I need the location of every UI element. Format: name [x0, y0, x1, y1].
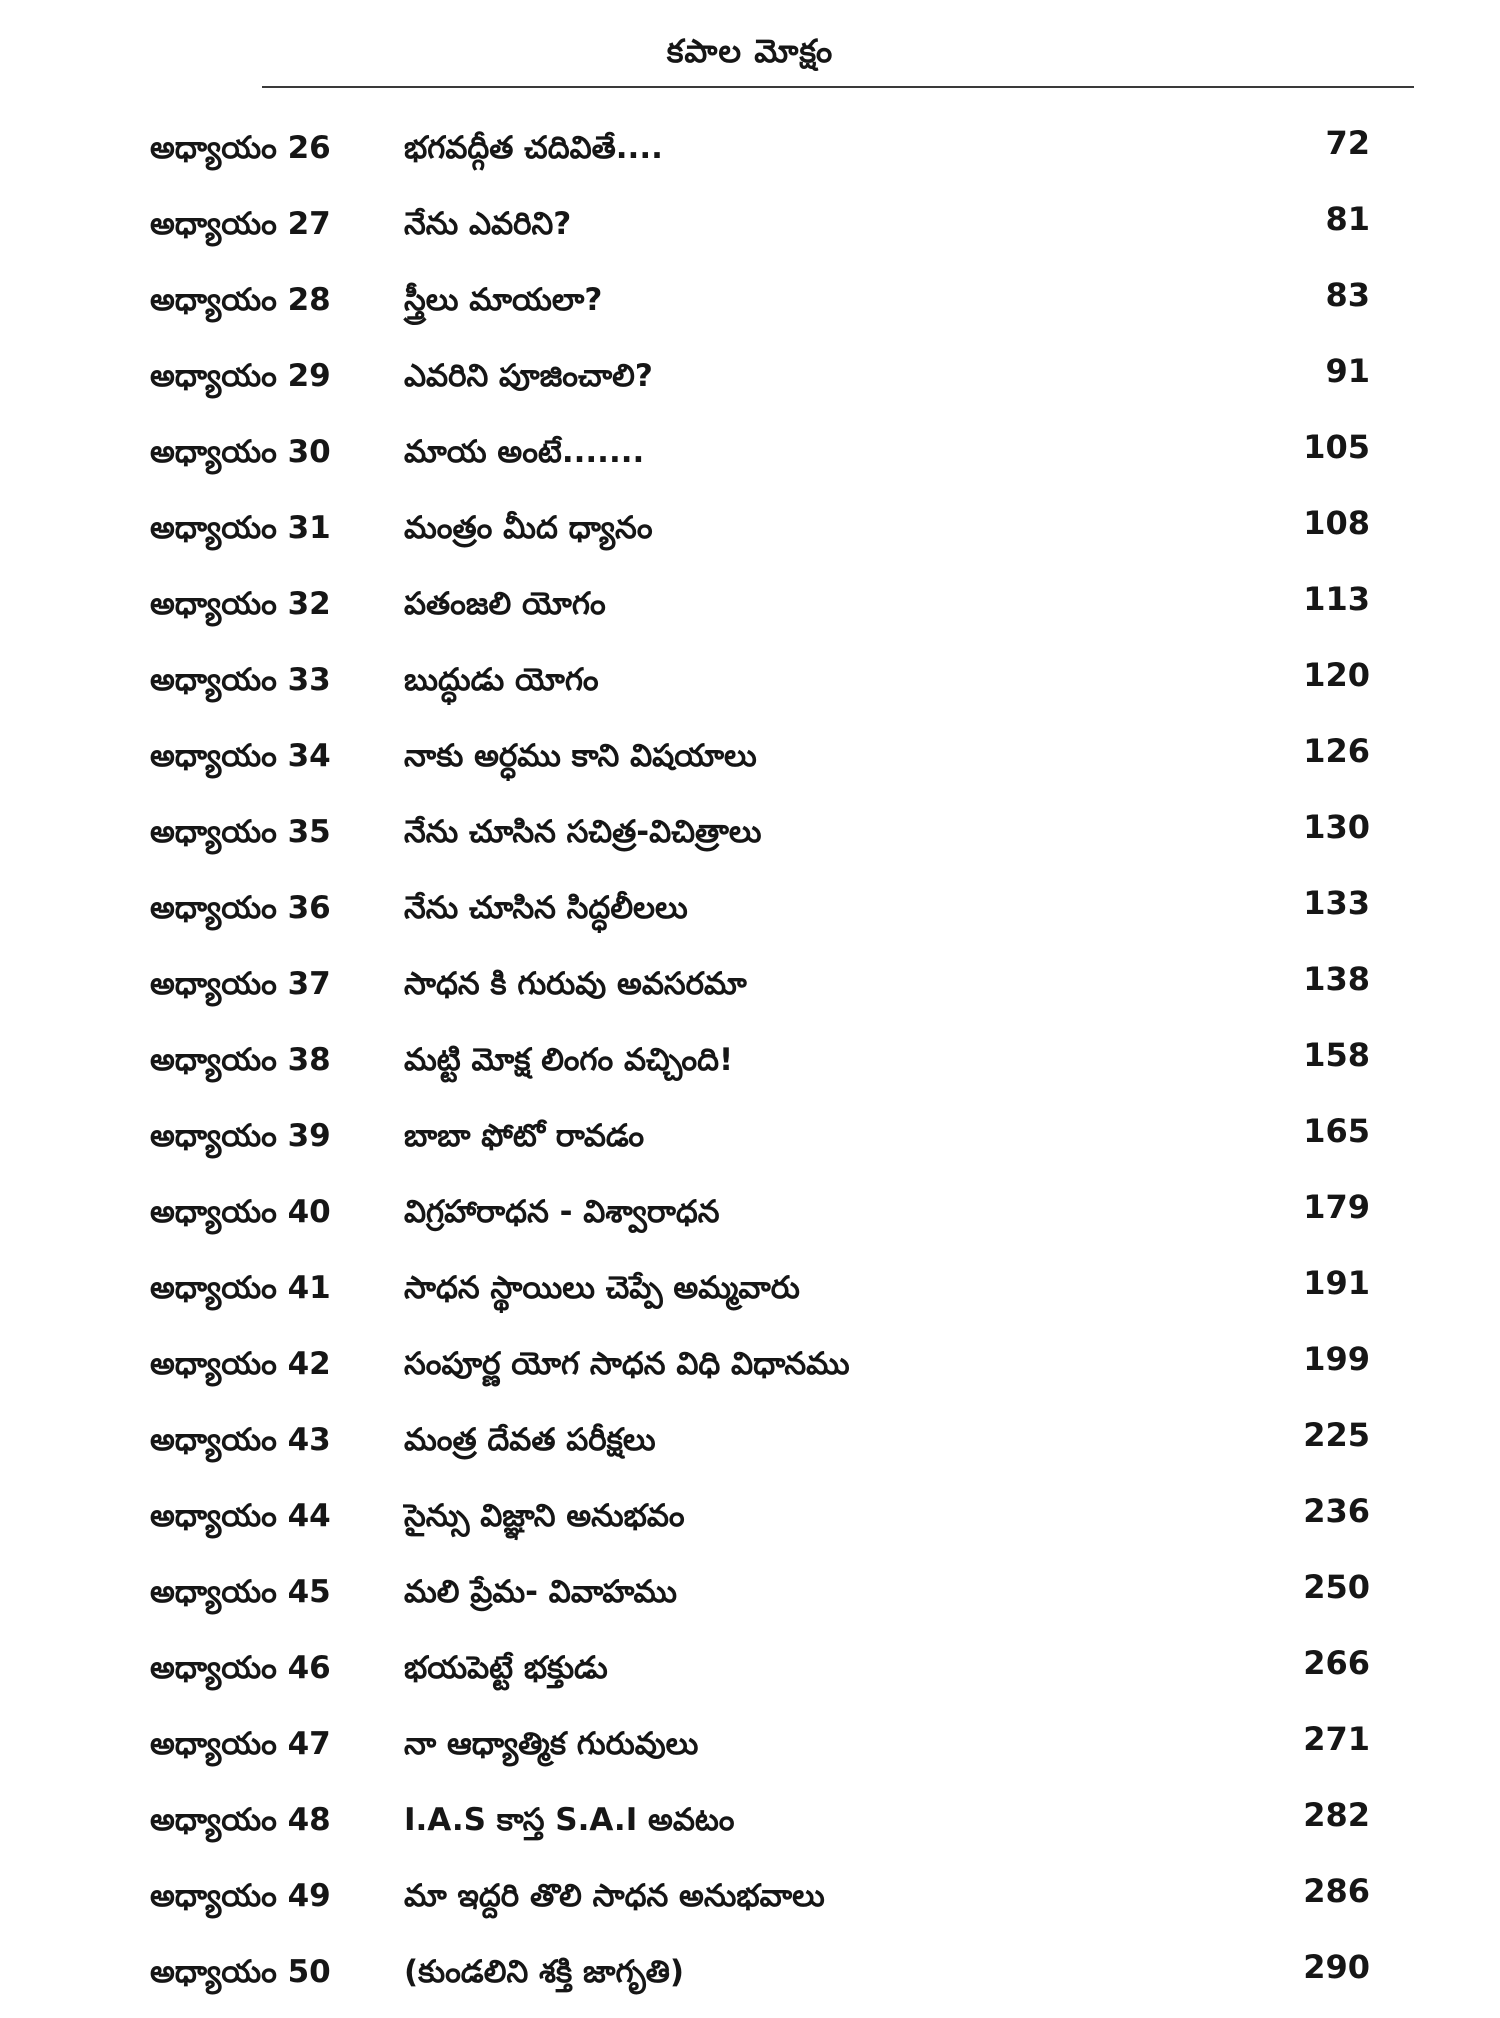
page-number: 286	[1303, 1872, 1370, 1910]
toc-row	[0, 1182, 1500, 1258]
toc-row	[0, 194, 1500, 270]
toc-row	[0, 1334, 1500, 1410]
toc-row	[0, 270, 1500, 346]
chapter-title: భగవద్గీత చదివితే....	[404, 130, 663, 166]
chapter-number: అధ్యాయం 49	[150, 1878, 331, 1914]
chapter-title: ఎవరిని పూజించాలి?	[404, 358, 653, 394]
chapter-title: పతంజలి యోగం	[404, 586, 606, 622]
chapter-number: అధ్యాయం 40	[150, 1194, 331, 1230]
chapter-title: (కుండలిని శక్తి జాగృతి)	[404, 1954, 685, 1990]
chapter-number: అధ్యాయం 44	[150, 1498, 331, 1534]
page-number: 282	[1303, 1796, 1370, 1834]
chapter-number: అధ్యాయం 47	[150, 1726, 331, 1762]
chapter-number: అధ్యాయం 32	[150, 586, 331, 622]
toc-row	[0, 1486, 1500, 1562]
chapter-number: అధ్యాయం 48	[150, 1802, 331, 1838]
page-number: 236	[1303, 1492, 1370, 1530]
page-number: 165	[1303, 1112, 1370, 1150]
toc-row	[0, 1410, 1500, 1486]
chapter-number: అధ్యాయం 30	[150, 434, 331, 470]
page-number: 290	[1303, 1948, 1370, 1986]
toc-row	[0, 574, 1500, 650]
page-number: 72	[1325, 124, 1370, 162]
chapter-title: బుద్ధుడు యోగం	[404, 662, 599, 698]
toc-row	[0, 1258, 1500, 1334]
chapter-title: భయపెట్టే భక్తుడు	[404, 1650, 608, 1686]
chapter-title: మంత్రం మీద ధ్యానం	[404, 510, 653, 546]
toc-row	[0, 346, 1500, 422]
page-number: 225	[1303, 1416, 1370, 1454]
toc-row	[0, 878, 1500, 954]
chapter-number: అధ్యాయం 35	[150, 814, 331, 850]
chapter-title: సైన్సు విజ్ఞాని అనుభవం	[404, 1498, 685, 1534]
toc-row	[0, 1030, 1500, 1106]
page-number: 105	[1303, 428, 1370, 466]
page-number: 83	[1325, 276, 1370, 314]
chapter-title: నా ఆధ్యాత్మిక గురువులు	[404, 1726, 699, 1762]
toc-row	[0, 118, 1500, 194]
chapter-title: నాకు అర్ధము కాని విషయాలు	[404, 738, 757, 774]
page-number: 113	[1303, 580, 1370, 618]
chapter-number: అధ్యాయం 27	[150, 206, 331, 242]
chapter-title: మాయ అంటే.......	[404, 434, 645, 470]
page-number: 179	[1303, 1188, 1370, 1226]
page-number: 133	[1303, 884, 1370, 922]
toc-row	[0, 1942, 1500, 2018]
table-of-contents	[0, 118, 1500, 1988]
page-number: 191	[1303, 1264, 1370, 1302]
chapter-number: అధ్యాయం 28	[150, 282, 331, 318]
chapter-title: నేను ఎవరిని?	[404, 206, 572, 242]
chapter-title: మంత్ర దేవత పరీక్షలు	[404, 1422, 656, 1458]
chapter-number: అధ్యాయం 46	[150, 1650, 331, 1686]
page-number: 199	[1303, 1340, 1370, 1378]
page-number: 158	[1303, 1036, 1370, 1074]
page-number: 81	[1325, 200, 1370, 238]
page-number: 138	[1303, 960, 1370, 998]
chapter-title: మట్టి మోక్ష లింగం వచ్చింది!	[404, 1042, 734, 1078]
page-number: 91	[1325, 352, 1370, 390]
chapter-number: అధ్యాయం 43	[150, 1422, 331, 1458]
chapter-title: బాబా ఫోటో రావడం	[404, 1118, 645, 1154]
chapter-title: I.A.S కాస్త S.A.I అవటం	[404, 1802, 735, 1838]
chapter-number: అధ్యాయం 38	[150, 1042, 331, 1078]
chapter-number: అధ్యాయం 50	[150, 1954, 331, 1990]
toc-row	[0, 1638, 1500, 1714]
chapter-title: స్త్రీలు మాయలా?	[404, 282, 603, 318]
page-number: 108	[1303, 504, 1370, 542]
chapter-title: విగ్రహారాధన - విశ్వారాధన	[404, 1194, 720, 1230]
chapter-number: అధ్యాయం 37	[150, 966, 331, 1002]
chapter-number: అధ్యాయం 31	[150, 510, 331, 546]
chapter-title: మా ఇద్దరి తొలి సాధన అనుభవాలు	[404, 1878, 825, 1914]
page-number: 271	[1303, 1720, 1370, 1758]
header-rule	[262, 86, 1414, 88]
toc-row	[0, 1790, 1500, 1866]
chapter-title: సాధన కి గురువు అవసరమా	[404, 966, 747, 1002]
chapter-number: అధ్యాయం 39	[150, 1118, 331, 1154]
chapter-number: అధ్యాయం 42	[150, 1346, 331, 1382]
chapter-title: సంపూర్ణ యోగ సాధన విధి విధానము	[404, 1346, 850, 1382]
toc-row	[0, 1714, 1500, 1790]
toc-row	[0, 422, 1500, 498]
toc-row	[0, 650, 1500, 726]
chapter-title: నేను చూసిన సచిత్ర-విచిత్రాలు	[404, 814, 762, 850]
page-number: 130	[1303, 808, 1370, 846]
running-header-title: కపాల మోక్షం	[666, 32, 834, 70]
page-number: 266	[1303, 1644, 1370, 1682]
toc-row	[0, 1106, 1500, 1182]
toc-row	[0, 498, 1500, 574]
chapter-title: నేను చూసిన సిద్ధలీలలు	[404, 890, 688, 926]
chapter-number: అధ్యాయం 45	[150, 1574, 331, 1610]
chapter-number: అధ్యాయం 41	[150, 1270, 331, 1306]
chapter-number: అధ్యాయం 26	[150, 130, 331, 166]
chapter-number: అధ్యాయం 29	[150, 358, 331, 394]
page-number: 120	[1303, 656, 1370, 694]
toc-row	[0, 954, 1500, 1030]
toc-row	[0, 802, 1500, 878]
toc-row	[0, 726, 1500, 802]
page-number: 126	[1303, 732, 1370, 770]
toc-row	[0, 1562, 1500, 1638]
toc-row	[0, 1866, 1500, 1942]
chapter-title: మలి ప్రేమ- వివాహము	[404, 1574, 677, 1610]
chapter-title: సాధన స్థాయిలు చెప్పే అమ్మవారు	[404, 1270, 800, 1306]
page-number: 250	[1303, 1568, 1370, 1606]
chapter-number: అధ్యాయం 33	[150, 662, 331, 698]
chapter-number: అధ్యాయం 36	[150, 890, 331, 926]
chapter-number: అధ్యాయం 34	[150, 738, 331, 774]
